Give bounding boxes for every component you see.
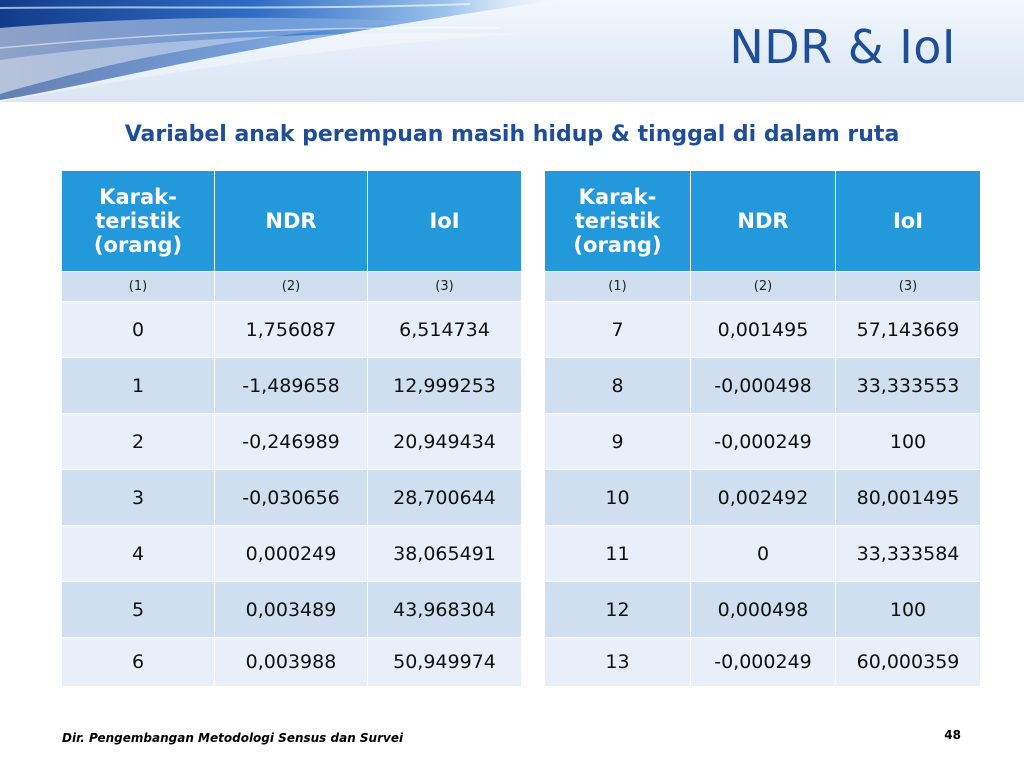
table-cell: 100 (836, 414, 981, 470)
table-cell: 80,001495 (836, 470, 981, 526)
table-row (62, 470, 522, 526)
table-cell: 43,968304 (368, 582, 522, 638)
table-row (62, 582, 522, 638)
table-row (545, 470, 981, 526)
table-cell: 0 (62, 302, 215, 358)
slide-subtitle: Variabel anak perempuan masih hidup & tinggal di dalam ruta (124, 122, 900, 147)
table-cell: 9 (545, 414, 691, 470)
table-cell: 0,002492 (691, 470, 836, 526)
header-ndr: NDR (691, 171, 836, 272)
table-row (545, 302, 981, 358)
table-cell: 33,333584 (836, 526, 981, 582)
table-cell: 3 (62, 470, 215, 526)
slide-title: NDR & IoI (729, 20, 956, 74)
header-ndr: NDR (215, 171, 368, 272)
column-number-row (62, 272, 522, 302)
table-row (545, 638, 981, 687)
table-cell: 12 (545, 582, 691, 638)
table-cell: 50,949974 (368, 638, 522, 687)
table-cell: -0,246989 (215, 414, 368, 470)
column-number: (3) (368, 272, 522, 302)
table-row (545, 358, 981, 414)
column-number: (1) (62, 272, 215, 302)
table-cell: 38,065491 (368, 526, 522, 582)
table-row (62, 526, 522, 582)
table-cell: 57,143669 (836, 302, 981, 358)
table-cell: 0,000249 (215, 526, 368, 582)
table-cell: 28,700644 (368, 470, 522, 526)
table-cell: -0,000498 (691, 358, 836, 414)
table-cell: 13 (545, 638, 691, 687)
footer-text: Dir. Pengembangan Metodologi Sensus dan Survei (62, 731, 404, 745)
table-cell: 60,000359 (836, 638, 981, 687)
table-row (62, 302, 522, 358)
table-cell: 11 (545, 526, 691, 582)
table-cell: 0,003489 (215, 582, 368, 638)
column-number: (1) (545, 272, 691, 302)
table-row (545, 582, 981, 638)
table-header-row (62, 171, 522, 272)
table-cell: 6,514734 (368, 302, 522, 358)
table-cell: 5 (62, 582, 215, 638)
header-karakteristik: Karak- teristik (orang) (545, 171, 691, 272)
table-cell: 0 (691, 526, 836, 582)
column-number: (2) (215, 272, 368, 302)
table-cell: -0,000249 (691, 638, 836, 687)
table-cell: 12,999253 (368, 358, 522, 414)
table-cell: 4 (62, 526, 215, 582)
header-karakteristik: Karak- teristik (orang) (62, 171, 215, 272)
table-cell: -0,000249 (691, 414, 836, 470)
table-cell: 1,756087 (215, 302, 368, 358)
table-cell: 100 (836, 582, 981, 638)
table-row (545, 526, 981, 582)
column-number-row (545, 272, 981, 302)
table-cell: -0,030656 (215, 470, 368, 526)
header-ioi: IoI (368, 171, 522, 272)
table-cell: -1,489658 (215, 358, 368, 414)
table-cell: 33,333553 (836, 358, 981, 414)
right-data-table (544, 170, 981, 687)
table-cell: 2 (62, 414, 215, 470)
column-number: (3) (836, 272, 981, 302)
table-cell: 8 (545, 358, 691, 414)
table-row (545, 414, 981, 470)
table-row (62, 414, 522, 470)
table-cell: 0,003988 (215, 638, 368, 687)
header-banner (0, 0, 1024, 102)
table-cell: 0,001495 (691, 302, 836, 358)
table-cell: 1 (62, 358, 215, 414)
table-cell: 7 (545, 302, 691, 358)
table-cell: 0,000498 (691, 582, 836, 638)
table-cell: 20,949434 (368, 414, 522, 470)
page-number: 48 (944, 728, 961, 742)
table-header-row (545, 171, 981, 272)
table-row (62, 638, 522, 687)
table-row (62, 358, 522, 414)
left-data-table (61, 170, 522, 687)
table-cell: 10 (545, 470, 691, 526)
header-ioi: IoI (836, 171, 981, 272)
table-cell: 6 (62, 638, 215, 687)
column-number: (2) (691, 272, 836, 302)
